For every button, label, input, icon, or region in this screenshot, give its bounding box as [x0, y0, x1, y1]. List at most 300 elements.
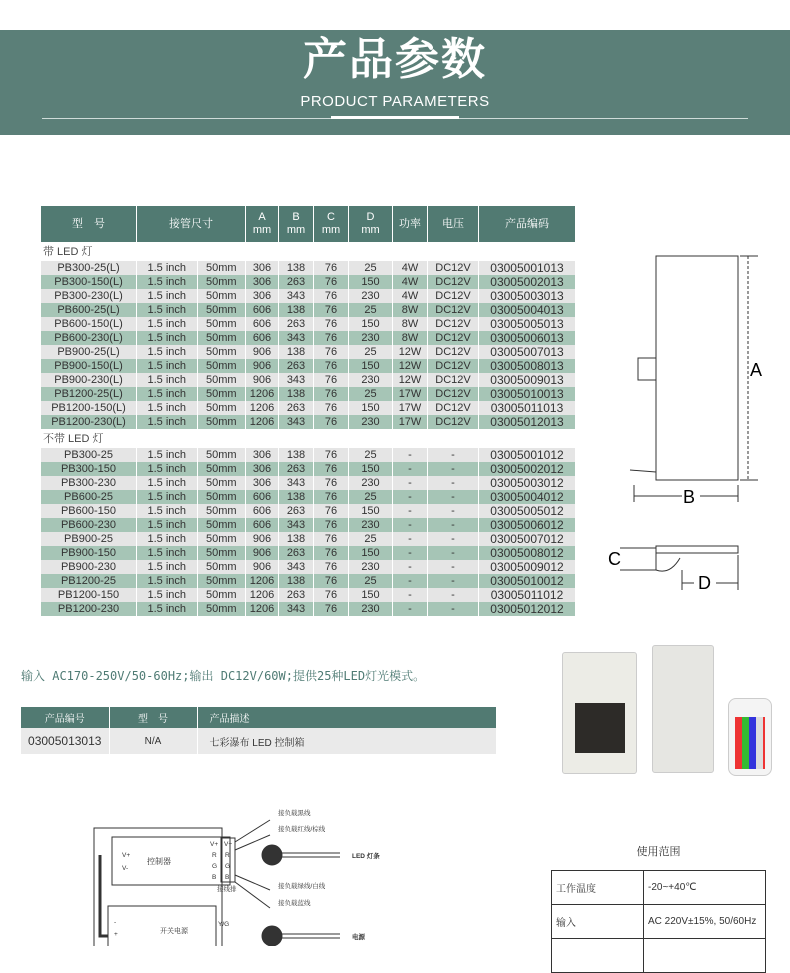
table-cell: -: [428, 574, 478, 588]
table-cell: -: [393, 462, 427, 476]
table-cell: 1.5 inch: [137, 574, 197, 588]
section-label: 带 LED 灯: [41, 242, 575, 261]
spec-header: 型 号: [41, 206, 136, 242]
table-cell: 150: [349, 275, 392, 289]
table-cell: 25: [349, 574, 392, 588]
controller-label: 控制器: [147, 857, 171, 866]
controller-table: [21, 707, 497, 754]
table-cell: -: [428, 504, 478, 518]
table-cell: 03005012013: [479, 415, 575, 429]
table-cell: 25: [349, 532, 392, 546]
table-cell: 1206: [246, 401, 278, 415]
usage-title: 使用范围: [636, 846, 681, 858]
table-cell: -: [393, 546, 427, 560]
table-cell: 343: [279, 415, 313, 429]
usage-value: [644, 939, 766, 973]
table-cell: 03005012012: [479, 602, 575, 616]
table-cell: 76: [314, 317, 348, 331]
usage-value: -20~+40℃: [644, 871, 766, 905]
header-banner: [0, 30, 790, 135]
table-row: [41, 387, 575, 401]
table-cell: 03005003012: [479, 476, 575, 490]
table-cell: 906: [246, 345, 278, 359]
table-cell: PB1200-25(L): [41, 387, 136, 401]
table-cell: 343: [279, 476, 313, 490]
table-cell: 76: [314, 574, 348, 588]
table-cell: -: [428, 462, 478, 476]
table-row: [41, 331, 575, 345]
table-cell: 906: [246, 359, 278, 373]
table-cell: 03005009012: [479, 560, 575, 574]
vplus-in: V+: [122, 852, 131, 859]
table-cell: -: [393, 574, 427, 588]
table-cell: 1.5 inch: [137, 546, 197, 560]
table-cell: 25: [349, 261, 392, 275]
table-cell: -: [428, 602, 478, 616]
table-cell: 1.5 inch: [137, 345, 197, 359]
table-cell: 138: [279, 448, 313, 462]
table-cell: 76: [314, 448, 348, 462]
spec-header: 电压: [428, 206, 478, 242]
table-cell: 76: [314, 602, 348, 616]
table-cell: 1.5 inch: [137, 462, 197, 476]
dim-c-label: C: [608, 549, 621, 569]
table-cell: -: [393, 560, 427, 574]
table-row: [41, 373, 575, 387]
spec-header: A mm: [246, 206, 278, 242]
table-cell: 50mm: [198, 373, 245, 387]
table-cell: PB1200-230: [41, 602, 136, 616]
table-cell: 76: [314, 275, 348, 289]
psu-yg: Y/G: [218, 921, 230, 928]
table-cell: DC12V: [428, 387, 478, 401]
table-cell: 8W: [393, 331, 427, 345]
table-cell: PB900-25: [41, 532, 136, 546]
table-cell: 343: [279, 560, 313, 574]
table-row: [41, 602, 575, 616]
table-cell: 76: [314, 401, 348, 415]
page-subtitle: PRODUCT PARAMETERS: [300, 93, 490, 110]
table-cell: PB1200-150(L): [41, 401, 136, 415]
table-cell: 50mm: [198, 602, 245, 616]
table-cell: 230: [349, 415, 392, 429]
vminus-in: V-: [122, 865, 129, 872]
remote-photo: [728, 698, 772, 776]
table-cell: 76: [314, 303, 348, 317]
table-cell: 150: [349, 546, 392, 560]
circuit-board: [575, 703, 625, 753]
table-cell: 230: [349, 289, 392, 303]
table-cell: 25: [349, 490, 392, 504]
table-cell: PB600-230(L): [41, 331, 136, 345]
table-cell: 263: [279, 359, 313, 373]
col-model: 型 号: [109, 707, 197, 728]
table-cell: PB300-230(L): [41, 289, 136, 303]
table-cell: 230: [349, 331, 392, 345]
table-cell: 50mm: [198, 401, 245, 415]
power-label: 电源: [352, 934, 365, 941]
table-cell: 263: [279, 588, 313, 602]
table-cell: 1.5 inch: [137, 518, 197, 532]
table-cell: 17W: [393, 415, 427, 429]
table-cell: PB1200-150: [41, 588, 136, 602]
dim-d-label: D: [698, 573, 711, 593]
table-cell: -: [393, 504, 427, 518]
table-cell: 150: [349, 317, 392, 331]
table-cell: PB1200-25: [41, 574, 136, 588]
usage-value: AC 220V±15%, 50/60Hz: [644, 905, 766, 939]
table-cell: 1206: [246, 588, 278, 602]
table-cell: DC12V: [428, 289, 478, 303]
table-cell: DC12V: [428, 359, 478, 373]
table-cell: 03005001012: [479, 448, 575, 462]
table-cell: 1.5 inch: [137, 602, 197, 616]
table-cell: 1.5 inch: [137, 275, 197, 289]
table-row: [41, 546, 575, 560]
table-cell: 76: [314, 289, 348, 303]
blue-wire-label: 接负载蓝线: [278, 900, 311, 907]
table-cell: 03005010012: [479, 574, 575, 588]
usage-table: [551, 870, 766, 973]
table-cell: 1206: [246, 387, 278, 401]
table-cell: 343: [279, 518, 313, 532]
table-cell: 150: [349, 588, 392, 602]
table-cell: -: [428, 588, 478, 602]
terminal-b: B: [225, 874, 230, 881]
table-cell: 03005011012: [479, 588, 575, 602]
table-cell: 8W: [393, 317, 427, 331]
red-wire-label: 接负载红线/棕线: [278, 826, 326, 833]
table-cell: 1.5 inch: [137, 560, 197, 574]
table-cell: 1.5 inch: [137, 401, 197, 415]
table-cell: 1.5 inch: [137, 448, 197, 462]
dim-b-label: B: [683, 487, 696, 507]
table-cell: 50mm: [198, 387, 245, 401]
table-cell: 606: [246, 504, 278, 518]
table-cell: 03005004012: [479, 490, 575, 504]
table-cell: 03005003013: [479, 289, 575, 303]
table-cell: 1.5 inch: [137, 317, 197, 331]
table-cell: 1.5 inch: [137, 476, 197, 490]
table-cell: 1.5 inch: [137, 261, 197, 275]
psu-label: 开关电源: [160, 928, 188, 935]
table-cell: 150: [349, 504, 392, 518]
table-row: [41, 289, 575, 303]
table-cell: 138: [279, 574, 313, 588]
table-cell: 1.5 inch: [137, 373, 197, 387]
table-cell: 50mm: [198, 476, 245, 490]
table-cell: 76: [314, 462, 348, 476]
table-cell: PB900-25(L): [41, 345, 136, 359]
r-out: R: [212, 852, 217, 859]
table-cell: PB1200-230(L): [41, 415, 136, 429]
table-cell: PB900-150(L): [41, 359, 136, 373]
table-cell: -: [393, 476, 427, 490]
usage-label: 输入: [552, 905, 644, 939]
table-cell: 138: [279, 490, 313, 504]
table-cell: 906: [246, 560, 278, 574]
table-cell: 4W: [393, 275, 427, 289]
table-row: [41, 261, 575, 275]
black-wire-label: 接负载黑线: [278, 810, 311, 817]
table-cell: 1.5 inch: [137, 359, 197, 373]
table-cell: 50mm: [198, 289, 245, 303]
table-cell: 03005008012: [479, 546, 575, 560]
table-cell: 03005010013: [479, 387, 575, 401]
table-cell: 306: [246, 462, 278, 476]
table-cell: PB300-150(L): [41, 275, 136, 289]
table-cell: PB300-25: [41, 448, 136, 462]
table-cell: 138: [279, 387, 313, 401]
table-cell: 606: [246, 331, 278, 345]
table-cell: 76: [314, 476, 348, 490]
table-cell: 50mm: [198, 261, 245, 275]
table-cell: 906: [246, 532, 278, 546]
table-cell: 50mm: [198, 462, 245, 476]
table-cell: 03005006012: [479, 518, 575, 532]
table-row: [41, 518, 575, 532]
table-cell: 1.5 inch: [137, 588, 197, 602]
table-cell: 50mm: [198, 518, 245, 532]
table-row: [41, 401, 575, 415]
table-cell: -: [428, 490, 478, 504]
table-cell: DC12V: [428, 415, 478, 429]
table-row: [41, 303, 575, 317]
spec-header: D mm: [349, 206, 392, 242]
table-cell: 343: [279, 289, 313, 303]
table-cell: 50mm: [198, 574, 245, 588]
table-cell: 606: [246, 490, 278, 504]
page-title: 产品参数: [303, 34, 487, 85]
table-cell: 50mm: [198, 532, 245, 546]
section-row: [41, 429, 575, 448]
table-cell: DC12V: [428, 303, 478, 317]
table-cell: 150: [349, 462, 392, 476]
usage-label: 工作温度: [552, 871, 644, 905]
table-cell: 263: [279, 504, 313, 518]
table-cell: 03005007013: [479, 345, 575, 359]
table-row: [41, 490, 575, 504]
table-row: [41, 359, 575, 373]
table-cell: 50mm: [198, 303, 245, 317]
table-cell: 03005002013: [479, 275, 575, 289]
table-cell: PB600-25: [41, 490, 136, 504]
dim-a-label: A: [750, 360, 763, 380]
col-code: 产品编号: [21, 707, 109, 728]
table-cell: 230: [349, 476, 392, 490]
led-strip-label: LED 灯条: [352, 853, 380, 860]
table-cell: -: [393, 588, 427, 602]
spec-header: B mm: [279, 206, 313, 242]
table-cell: 138: [279, 532, 313, 546]
table-cell: 50mm: [198, 560, 245, 574]
table-cell: -: [428, 532, 478, 546]
table-cell: 138: [279, 303, 313, 317]
table-cell: 03005008013: [479, 359, 575, 373]
spec-header: C mm: [314, 206, 348, 242]
table-cell: 03005005012: [479, 504, 575, 518]
table-cell: 230: [349, 602, 392, 616]
table-cell: -: [428, 518, 478, 532]
table-cell: 1.5 inch: [137, 504, 197, 518]
table-cell: 76: [314, 331, 348, 345]
table-cell: -: [428, 448, 478, 462]
table-cell: 263: [279, 401, 313, 415]
table-cell: PB900-150: [41, 546, 136, 560]
table-cell: 263: [279, 317, 313, 331]
table-cell: 25: [349, 448, 392, 462]
table-cell: 263: [279, 546, 313, 560]
table-cell: 76: [314, 518, 348, 532]
table-cell: 12W: [393, 345, 427, 359]
terminal-r: R: [225, 852, 230, 859]
table-row: [41, 345, 575, 359]
table-cell: 1206: [246, 574, 278, 588]
table-cell: 76: [314, 387, 348, 401]
table-cell: -: [428, 560, 478, 574]
table-cell: 50mm: [198, 490, 245, 504]
table-cell: 1.5 inch: [137, 387, 197, 401]
table-cell: 03005011013: [479, 401, 575, 415]
table-row: [41, 462, 575, 476]
table-cell: DC12V: [428, 345, 478, 359]
table-cell: DC12V: [428, 261, 478, 275]
table-row: [41, 476, 575, 490]
section-label: 不带 LED 灯: [41, 429, 575, 448]
table-cell: 4W: [393, 289, 427, 303]
table-row: [41, 275, 575, 289]
table-cell: DC12V: [428, 275, 478, 289]
table-cell: DC12V: [428, 373, 478, 387]
table-cell: 150: [349, 359, 392, 373]
table-row: [41, 415, 575, 429]
table-cell: 03005002012: [479, 462, 575, 476]
open-box-photo: [562, 652, 637, 774]
table-cell: 50mm: [198, 331, 245, 345]
table-row: [41, 574, 575, 588]
table-row: [41, 588, 575, 602]
table-cell: 1.5 inch: [137, 490, 197, 504]
terminal-vplus: V+: [224, 841, 233, 848]
table-row: [41, 317, 575, 331]
table-cell: 17W: [393, 387, 427, 401]
spec-header: 功率: [393, 206, 427, 242]
table-cell: PB600-25(L): [41, 303, 136, 317]
table-cell: DC12V: [428, 317, 478, 331]
table-cell: 76: [314, 261, 348, 275]
table-cell: 50mm: [198, 504, 245, 518]
wiring-diagram: [90, 800, 430, 946]
table-cell: 1.5 inch: [137, 303, 197, 317]
vplus-out: V+: [210, 841, 219, 848]
table-row: [41, 560, 575, 574]
table-cell: 50mm: [198, 359, 245, 373]
divider-accent: [331, 116, 459, 119]
table-cell: 50mm: [198, 275, 245, 289]
table-cell: 25: [349, 387, 392, 401]
controller-code: 03005013013: [21, 728, 109, 754]
table-cell: 1.5 inch: [137, 532, 197, 546]
table-cell: PB300-25(L): [41, 261, 136, 275]
table-cell: 76: [314, 359, 348, 373]
table-cell: 263: [279, 462, 313, 476]
table-cell: 03005001013: [479, 261, 575, 275]
table-cell: 76: [314, 560, 348, 574]
controller-desc: 七彩瀑布 LED 控制箱: [197, 728, 497, 754]
table-cell: PB300-150: [41, 462, 136, 476]
table-cell: 306: [246, 289, 278, 303]
table-cell: -: [428, 476, 478, 490]
table-cell: -: [393, 602, 427, 616]
table-cell: 343: [279, 602, 313, 616]
table-cell: 263: [279, 275, 313, 289]
table-cell: 03005007012: [479, 532, 575, 546]
table-cell: 17W: [393, 401, 427, 415]
table-cell: 25: [349, 303, 392, 317]
table-cell: 343: [279, 331, 313, 345]
table-cell: 306: [246, 275, 278, 289]
table-cell: -: [393, 518, 427, 532]
table-cell: 12W: [393, 373, 427, 387]
table-cell: 1.5 inch: [137, 415, 197, 429]
table-cell: PB600-230: [41, 518, 136, 532]
spec-header: 产品编码: [479, 206, 575, 242]
table-cell: 906: [246, 546, 278, 560]
terminal-g: G: [225, 863, 231, 870]
table-cell: 76: [314, 546, 348, 560]
table-row: [41, 532, 575, 546]
psu-minus: -: [114, 919, 117, 926]
table-cell: 76: [314, 345, 348, 359]
table-cell: 03005004013: [479, 303, 575, 317]
table-cell: 606: [246, 317, 278, 331]
table-cell: -: [393, 448, 427, 462]
table-cell: 606: [246, 518, 278, 532]
table-cell: DC12V: [428, 331, 478, 345]
table-cell: 50mm: [198, 546, 245, 560]
table-cell: 76: [314, 588, 348, 602]
table-cell: PB600-150(L): [41, 317, 136, 331]
table-cell: 150: [349, 401, 392, 415]
table-cell: DC12V: [428, 401, 478, 415]
table-cell: 76: [314, 373, 348, 387]
table-cell: 230: [349, 518, 392, 532]
table-cell: PB900-230: [41, 560, 136, 574]
remote-buttons: [735, 717, 765, 769]
controller-model: N/A: [109, 728, 197, 754]
table-cell: 03005009013: [479, 373, 575, 387]
table-cell: -: [393, 490, 427, 504]
table-cell: 50mm: [198, 415, 245, 429]
table-cell: 50mm: [198, 317, 245, 331]
spec-header: 接管尺寸: [137, 206, 245, 242]
table-cell: 138: [279, 345, 313, 359]
section-row: [41, 242, 575, 261]
col-desc: 产品描述: [197, 707, 497, 728]
table-cell: 76: [314, 415, 348, 429]
table-cell: 76: [314, 532, 348, 546]
table-cell: PB900-230(L): [41, 373, 136, 387]
table-cell: 50mm: [198, 345, 245, 359]
closed-box-photo: [652, 645, 714, 773]
green-wire-label: 接负载绿线/白线: [278, 883, 326, 890]
table-cell: 606: [246, 303, 278, 317]
table-cell: 03005005013: [479, 317, 575, 331]
dimension-drawing: [590, 240, 790, 600]
table-cell: 12W: [393, 359, 427, 373]
table-cell: 03005006013: [479, 331, 575, 345]
table-cell: 4W: [393, 261, 427, 275]
